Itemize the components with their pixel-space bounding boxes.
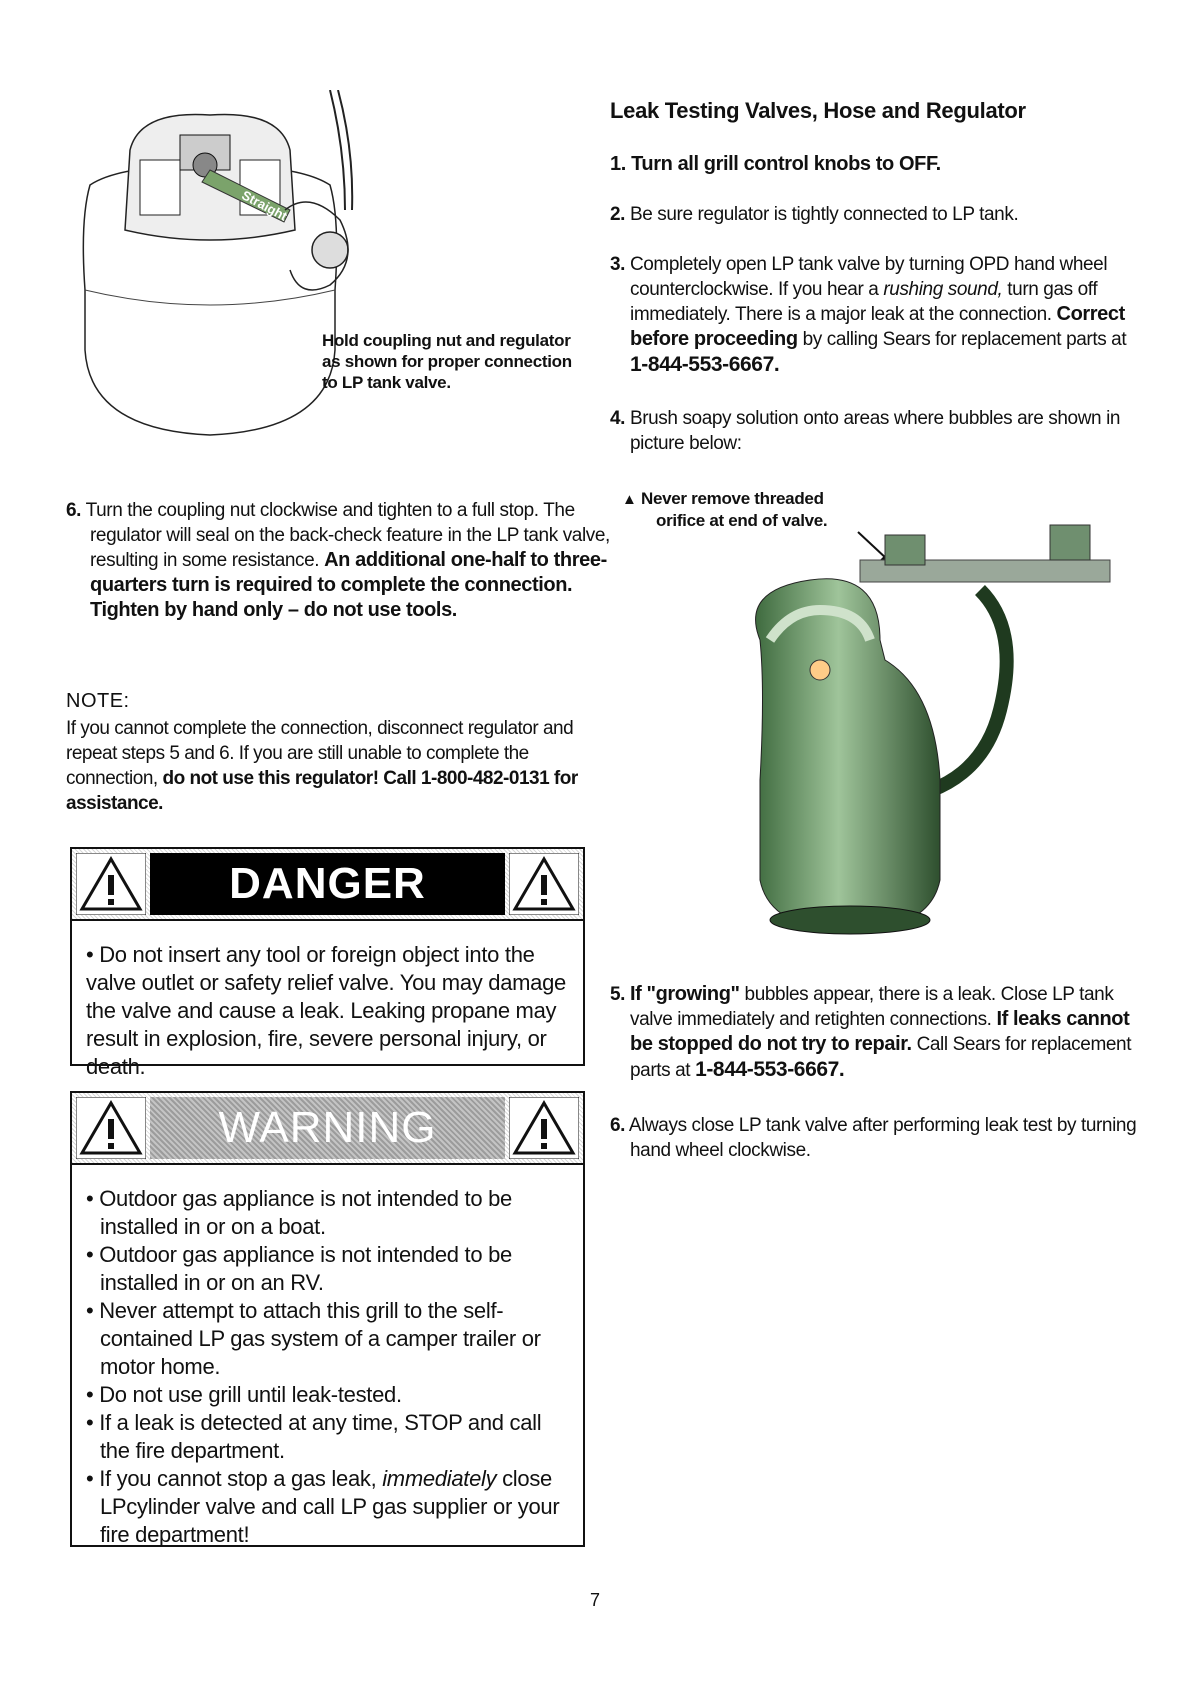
step-text-emphasis: rushing sound, (883, 279, 1003, 300)
danger-title-bar (150, 853, 505, 915)
step-5 (610, 982, 1140, 1083)
step-text-bold: An additional one-half to three-quarters turn is required to complete the connection. Tighten by hand only – do not use tools. (90, 549, 607, 621)
phone-number: 1-844-553-6667. (695, 1058, 845, 1081)
step-text: turn gas off immediately. There is a major leak at the connection. (630, 279, 1098, 325)
step-number: 5. (610, 984, 626, 1005)
warning-title: WARNING (218, 1103, 437, 1152)
step-text: Call Sears for replacement parts at (630, 1034, 1132, 1081)
warning-item: • Outdoor gas appliance is not intended to be installed in or on a boat. (86, 1186, 512, 1239)
warning-title-bar (150, 1097, 505, 1159)
tank-regulator-figure (60, 90, 360, 450)
warning-list (86, 1185, 569, 1549)
note-body-bold: do not use this regulator! Call 1-800-482-0131 for assistance. (66, 768, 578, 814)
warning-triangle-icon (509, 853, 579, 915)
straight-label: Straight (239, 187, 290, 224)
danger-title: DANGER (229, 859, 426, 908)
step-number: 4. (610, 408, 626, 429)
step-6-right (610, 1113, 1140, 1163)
step-text: Turn the coupling nut clockwise and tighten to a full stop. The regulator will seal on the back-check feature in the LP tank valve, resulting in some resistance. (85, 500, 610, 571)
note-title: NOTE: (66, 690, 130, 712)
step-text: Always close LP tank valve after performing leak test by turning hand wheel clockwise. (628, 1115, 1137, 1161)
warning-triangle-icon (76, 853, 146, 915)
warning-item-emphasis: immediately (382, 1466, 497, 1491)
leak-test-figure (660, 510, 1120, 940)
step-text: Be sure regulator is tightly connected to LP tank. (629, 204, 1019, 225)
warning-item: • Never attempt to attach this grill to the self-contained LP gas system of a camper trailer or motor home. (86, 1298, 541, 1379)
step-text: by calling Sears for replacement parts at (802, 329, 1127, 350)
warning-item (86, 1465, 569, 1549)
step-6-connect (66, 498, 610, 623)
step-1 (610, 152, 1120, 177)
warning-banner (72, 1093, 583, 1165)
step-text: Brush soapy solution onto areas where bubbles are shown in picture below: (629, 408, 1121, 454)
warning-small-icon: ▲ (622, 491, 637, 508)
step-4 (610, 406, 1140, 456)
danger-text: • Do not insert any tool or foreign object into the valve outlet or safety relief valve. You may damage the valve and cause a leak. Leaking propane may result in explosion, fire, severe personal injury, or death. (86, 942, 566, 1079)
warning-item: • Do not use grill until leak-tested. (86, 1382, 402, 1407)
warning-triangle-icon (509, 1097, 579, 1159)
figure-warning-line-2: orifice at end of valve. (656, 511, 828, 530)
step-text: Turn all grill control knobs to OFF. (631, 153, 941, 175)
step-number: 2. (610, 204, 626, 225)
warning-item-text: • If you cannot stop a gas leak, (86, 1466, 377, 1491)
step-number: 6. (610, 1115, 626, 1136)
danger-box (70, 847, 585, 1079)
step-text-bold: Correct before proceeding (630, 303, 1125, 350)
page-number: 7 (590, 1590, 601, 1610)
section-heading: Leak Testing Valves, Hose and Regulator (610, 98, 1026, 123)
step-3 (610, 252, 1140, 378)
phone-number: 1-844-553-6667. (630, 353, 780, 376)
step-text: Completely open LP tank valve by turning OPD hand wheel counterclockwise. If you hear a (629, 254, 1108, 300)
warning-triangle-icon (76, 1097, 146, 1159)
note-text (66, 716, 586, 816)
note-body: If you cannot complete the connection, disconnect regulator and repeat steps 5 and 6. If you are still unable to complete the connection, (66, 718, 574, 789)
warning-box (70, 1091, 585, 1547)
danger-banner (72, 849, 583, 921)
step-text-bold: If leaks cannot be stopped do not try to repair. (630, 1008, 1130, 1055)
step-text: bubbles appear, there is a leak. Close LP tank valve immediately and retighten connections. (630, 984, 1114, 1030)
warning-item-text: close LPcylinder valve and call LP gas supplier or your fire department! (100, 1466, 560, 1547)
step-number: 3. (610, 254, 626, 275)
step-number: 1. (610, 153, 626, 175)
warning-item: • If a leak is detected at any time, STOP and call the fire department. (86, 1410, 542, 1463)
figure-warning-text: Never remove threaded (640, 489, 824, 508)
step-2 (610, 202, 1120, 227)
warning-item: • Outdoor gas appliance is not intended to be installed in or on an RV. (86, 1242, 512, 1295)
step-text-bold: If "growing" (629, 983, 740, 1005)
figure-caption (322, 330, 582, 393)
figure-warning-line-1 (622, 488, 852, 510)
caption-line-1: Hold coupling nut and regulator (322, 331, 571, 350)
caption-line-3: to LP tank valve. (322, 373, 451, 392)
caption-line-2: as shown for proper connection (322, 352, 572, 371)
step-number: 6. (66, 500, 82, 521)
